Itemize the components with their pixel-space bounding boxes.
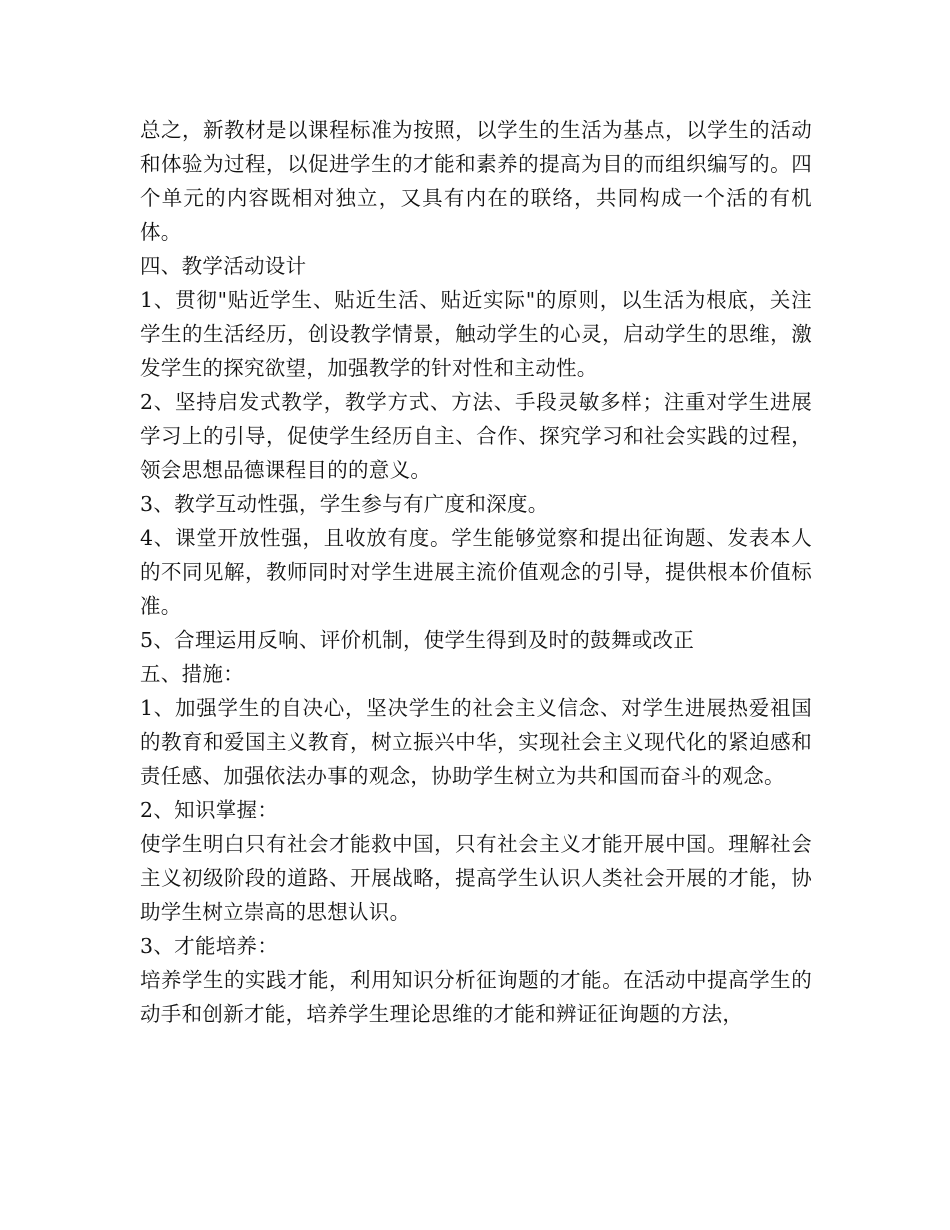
heading-ability: 3、才能培养： (140, 934, 279, 958)
heading-measures: 五、措施： (140, 662, 244, 686)
paragraph-ability: 培养学生的实践才能，利用知识分析征询题的才能。在活动中提高学生的动手和创新才能，培养学生理论思维的才能和辨证征询题的方法， (140, 968, 812, 1026)
paragraph-activity-5: 5、合理运用反响、评价机制，使学生得到及时的鼓舞或改正 (140, 628, 695, 652)
paragraph-activity-1: 1、贯彻"贴近学生、贴近生活、贴近实际"的原则，以生活为根底，关注学生的生活经历，创设教学情景，触动学生的心灵，启动学生的思维，激发学生的探究欲望，加强教学的针对性和主动性。 (140, 288, 812, 380)
paragraph-activity-2: 2、坚持启发式教学，教学方式、方法、手段灵敏多样；注重对学生进展学习上的引导，促使学生经历自主、合作、探究学习和社会实践的过程，领会思想品德课程目的的意义。 (140, 390, 812, 482)
document-page (140, 113, 812, 1031)
paragraph-summary: 总之，新教材是以课程标准为按照，以学生的生活为基点，以学生的活动和体验为过程，以促进学生的才能和素养的提高为目的而组织编写的。四个单元的内容既相对独立，又具有内在的联络，共同构成一个活的有机体。 (140, 118, 812, 244)
paragraph-measure-1: 1、加强学生的自决心，坚决学生的社会主义信念、对学生进展热爱祖国的教育和爱国主义教育，树立振兴中华，实现社会主义现代化的紧迫感和责任感、加强依法办事的观念，协助学生树立为共和国而奋斗的观念。 (140, 696, 812, 788)
paragraph-activity-4: 4、课堂开放性强，且收放有度。学生能够觉察和提出征询题、发表本人的不同见解，教师同时对学生进展主流价值观念的引导，提供根本价值标准。 (140, 526, 812, 618)
heading-knowledge: 2、知识掌握： (140, 798, 279, 822)
paragraph-knowledge: 使学生明白只有社会才能救中国，只有社会主义才能开展中国。理解社会主义初级阶段的道路、开展战略，提高学生认识人类社会开展的才能，协助学生树立崇高的思想认识。 (140, 832, 812, 924)
heading-teaching-activity-design: 四、教学活动设计 (140, 254, 307, 278)
paragraph-activity-3: 3、教学互动性强，学生参与有广度和深度。 (140, 492, 549, 516)
